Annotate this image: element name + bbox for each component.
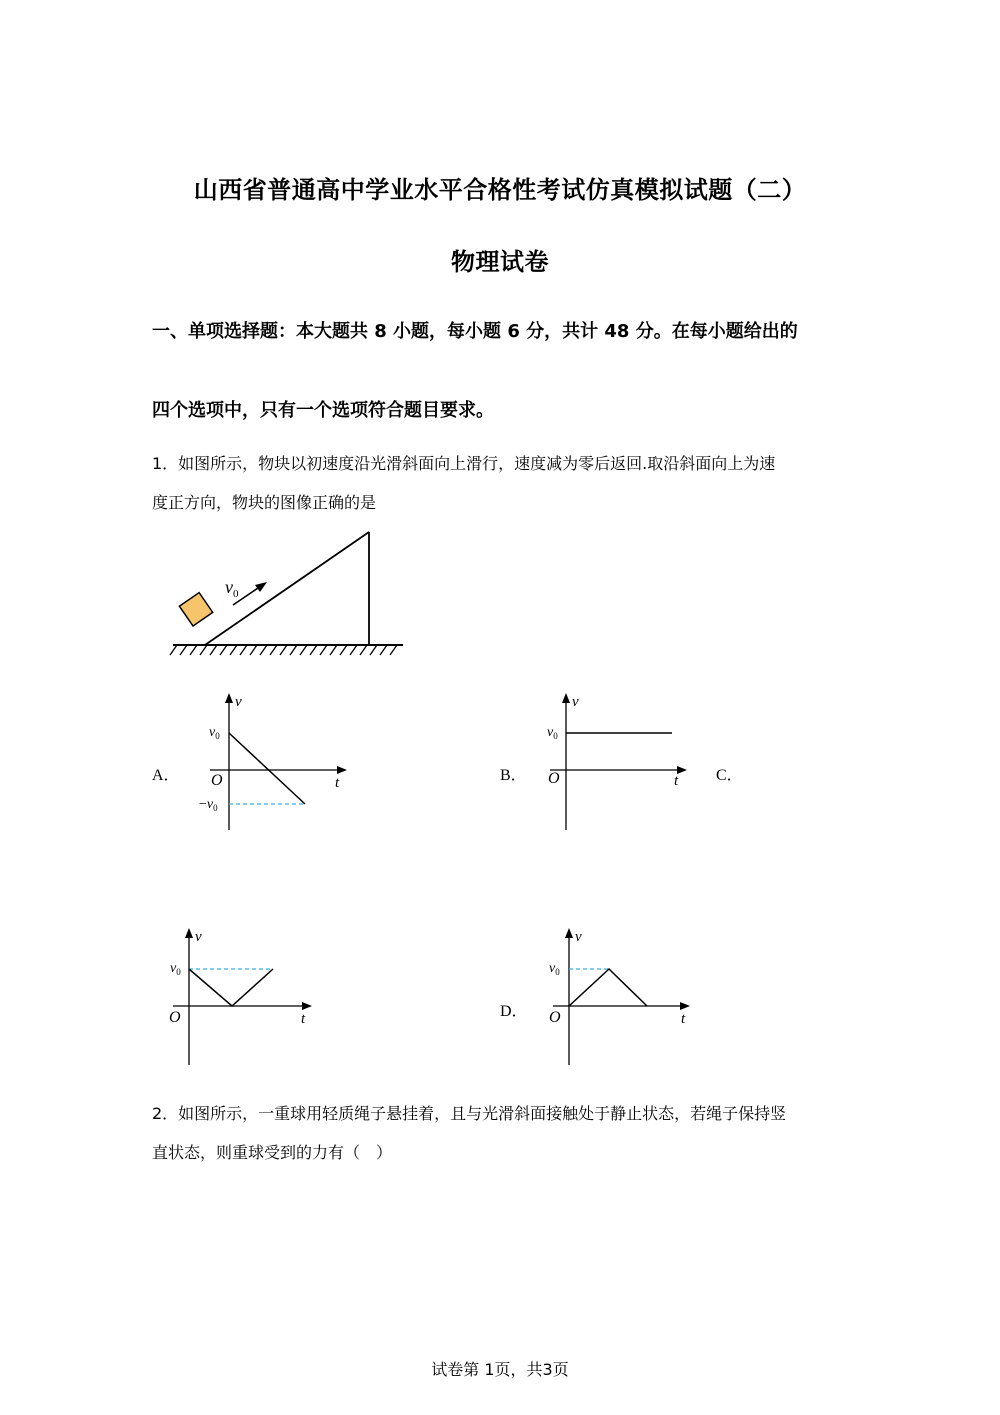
svg-text:v: v [235, 694, 242, 710]
graph-d-line [569, 969, 647, 1006]
svg-text:v: v [195, 929, 202, 945]
svg-text:t: t [674, 773, 679, 789]
option-c-label: C． [716, 767, 743, 784]
option-b-label: B． [500, 767, 527, 784]
exam-subtitle: 物理试卷 [451, 248, 549, 276]
exam-title: 山西省普通高中学业水平合格性考试仿真模拟试题（二） [193, 176, 807, 204]
question-1-line2: 度正方向，物块的图像正确的是 [152, 493, 377, 512]
svg-text:O: O [211, 772, 223, 789]
page-footer: 试卷第 1页，共3页 [431, 1360, 569, 1379]
section-heading-line1: 一、单项选择题：本大题共 8 小题，每小题 6 分，共计 48 分。在每小题给出的 [152, 321, 798, 342]
svg-text:t: t [335, 775, 340, 791]
graph-d [543, 925, 703, 1070]
ground-hatching [170, 645, 397, 655]
svg-text:v: v [575, 929, 582, 945]
svg-text:v0: $v_0$ [209, 725, 220, 741]
section-heading-line2: 四个选项中，只有一个选项符合题目要求。 [152, 400, 494, 421]
graph-c [165, 925, 325, 1070]
svg-text:O: O [169, 1009, 181, 1026]
velocity-arrowhead [255, 582, 267, 592]
graph-a [195, 690, 355, 835]
v0-label: $v_0$ [225, 577, 239, 600]
svg-text:−v0: $-v_0$ [199, 797, 218, 813]
svg-text:v: v [572, 694, 579, 710]
svg-text:O: O [549, 1009, 561, 1026]
option-d-label: D． [500, 1003, 528, 1020]
option-a-label: A． [152, 767, 180, 784]
block [179, 593, 212, 626]
svg-text:v0: $v_0$ [549, 961, 560, 977]
svg-text:t: t [681, 1011, 686, 1027]
question-1-line1: 1．如图所示，物块以初速度沿光滑斜面向上滑行，速度减为零后返回.取沿斜面向上为速 [152, 454, 776, 473]
svg-text:v0: $v_0$ [170, 961, 181, 977]
graph-a-line [229, 733, 305, 804]
svg-text:v0: $v_0$ [547, 725, 558, 741]
question-2-line2: 直状态，则重球受到的力有（ ） [152, 1143, 393, 1162]
graph-b [540, 690, 700, 835]
question-2-line1: 2．如图所示，一重球用轻质绳子悬挂着，且与光滑斜面接触处于静止状态，若绳子保持竖 [152, 1104, 787, 1123]
incline-figure [165, 525, 410, 660]
svg-text:O: O [548, 770, 560, 787]
svg-text:t: t [301, 1011, 306, 1027]
graph-c-line [189, 969, 273, 1006]
